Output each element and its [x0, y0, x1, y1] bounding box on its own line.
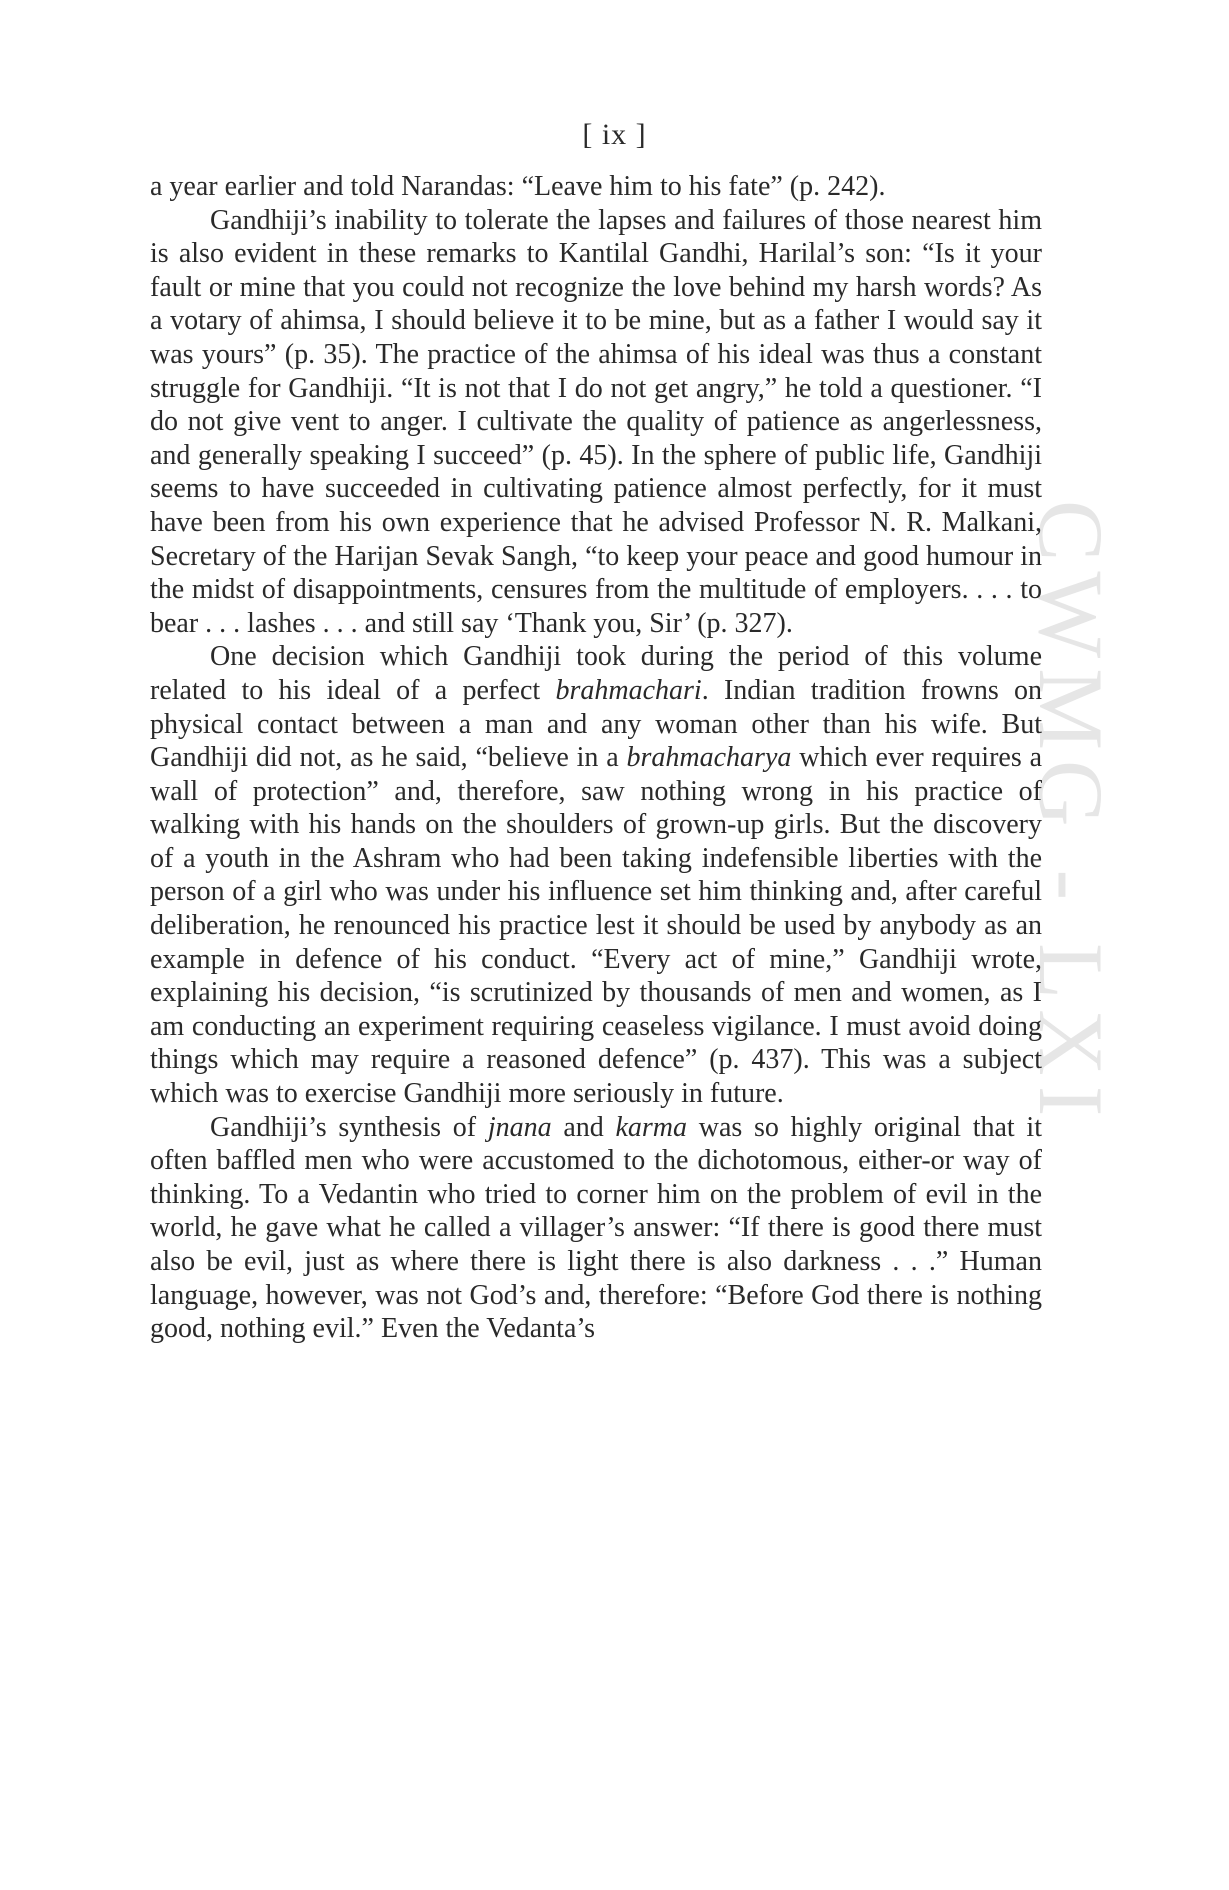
text-run: Gandhiji’s inability to tolerate the lapses and failures of those nearest him is also evident in these remarks to Kantilal Gandhi, Harilal’s son: “Is it your fault or mine that you could not recognize the love behind my harsh words? As a votary of ahimsa, I should believe it to be mine, but as a father I would say it was yours” (p. 35). The practice of the ahimsa of his ideal was thus a constant struggle for Gandhiji. “It is not that I do not get angry,” he told a questioner. “I do not give vent to anger. I cultivate the quality of patience as angerlessness, and generally speaking I succeed” (p. 45). In the sphere of public life, Gandhiji seems to have succeeded in cultivating patience almost perfectly, for it must have been from his own experience that he advised Professor N. R. Malkani, Secretary of the Harijan Sevak Sangh, “to keep your peace and good humour in the midst of disappointments, censures from the multitude of employers. . . . to bear . . . lashes . . . and still say ‘Thank you, Sir’ (p. 327). — [150, 204, 1042, 639]
page-number: [ ix ] — [582, 118, 647, 151]
text-run: which ever requires a wall of protection” and, therefore, saw nothing wrong in his practice of walking with his hands on the shoulders of grown-up girls. But the discovery of a youth in the Ashram who had been taking indefensible liberties with the person of a girl who was under his influence set him thinking and, after careful deliberation, he renounced his practice lest it should be used by anybody as an example in defence of his conduct. “Every act of mine,” Gandhiji wrote, explaining his decision, “is scrutinized by thousands of men and women, as I am conducting an experiment requiring ceaseless vigilance. I must avoid doing things which may require a reasoned defence” (p. 437). This was a subject which was to exercise Gandhiji more seriously in future. — [150, 742, 1042, 1110]
italic-term: brahmachari — [555, 674, 702, 706]
paragraph — [150, 1111, 1042, 1346]
text-run: Gandhiji’s synthesis of — [210, 1111, 488, 1143]
paragraph — [150, 640, 1042, 1110]
body-text — [150, 170, 1042, 1346]
text-run: . Indian tradition frowns on physical contact between a man and any woman other than his wife. But Gandhiji did not, as he said, “believe in a — [150, 674, 1042, 774]
watermark: CWMG - LXI — [1020, 500, 1122, 1127]
paragraph — [150, 204, 1042, 641]
text-run: and — [551, 1111, 616, 1143]
text-run: a year earlier and told Narandas: “Leave him to his fate” (p. 242). — [150, 171, 886, 202]
italic-term: karma — [615, 1111, 688, 1143]
italic-term: jnana — [487, 1111, 552, 1143]
paragraph — [150, 170, 1042, 204]
text-run: was so highly original that it often baffled men who were accustomed to the dichotomous, either-or way of thinking. To a Vedantin who tried to corner him on the problem of evil in the world, he gave what he called a villager’s answer: “If there is good there must also be evil, just as where there is light there is also darkness . . .” Human language, however, was not God’s and, therefore: “Before God there is nothing good, nothing evil.” Even the Vedanta’s — [150, 1111, 1042, 1345]
text-run: One decision which Gandhiji took during the period of this volume related to his ideal of a perfect — [150, 641, 1042, 706]
italic-term: brahmacharya — [626, 742, 792, 774]
